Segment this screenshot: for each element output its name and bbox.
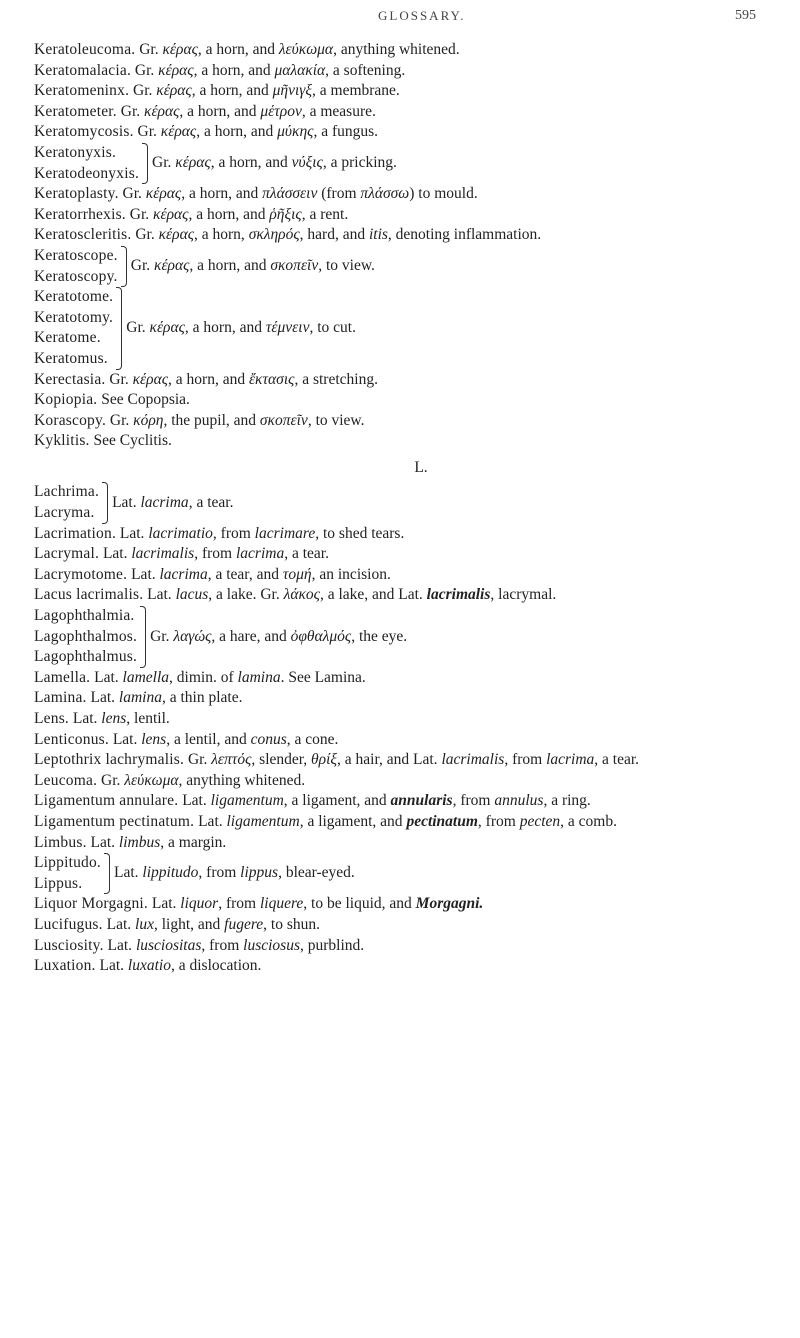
definition-text: . See Lamina. bbox=[280, 668, 366, 686]
definition-text: , a hare, and bbox=[211, 627, 291, 645]
list-l-2 bbox=[34, 668, 768, 853]
entry-term: Keratoscope. bbox=[34, 246, 118, 264]
latin-word: lens bbox=[101, 710, 127, 727]
greek-word: κέρας bbox=[158, 226, 195, 244]
definition-text: , from bbox=[201, 936, 244, 954]
entry-term: Lens. bbox=[34, 710, 70, 727]
greek-word: σκληρός bbox=[248, 226, 300, 244]
language-label: Gr. bbox=[137, 123, 157, 141]
glossary-entry bbox=[34, 585, 768, 606]
definition-text: , a comb. bbox=[560, 812, 617, 830]
definition-text: , a tear. bbox=[594, 751, 640, 769]
language-label: Lat. bbox=[151, 895, 177, 913]
definition-text: (from bbox=[317, 185, 361, 203]
language-label: Lat. bbox=[147, 586, 172, 604]
definition-text: , to be liquid, and bbox=[303, 895, 416, 913]
section-letter: L. bbox=[414, 458, 428, 476]
brace-bracket bbox=[121, 246, 127, 287]
latin-word: fugere bbox=[224, 915, 264, 933]
definition-text: , to view. bbox=[307, 411, 365, 429]
latin-word: lacrima bbox=[140, 493, 189, 511]
greek-word: ἔκτασις bbox=[248, 370, 295, 388]
entry-term: Keratomycosis. bbox=[34, 123, 134, 141]
entry-term: Keratometer. bbox=[34, 102, 117, 120]
glossary-body bbox=[34, 40, 768, 977]
greek-word: κέρας bbox=[153, 205, 189, 223]
definition-text: , a lentil, and bbox=[166, 730, 251, 748]
greek-word: κέρας bbox=[158, 61, 194, 79]
list-k-2 bbox=[34, 184, 768, 246]
latin-word: liquor bbox=[180, 895, 219, 913]
latin-word: conus bbox=[250, 730, 287, 748]
language-label: Lat. bbox=[107, 936, 133, 954]
greek-word: ὀφθαλμός bbox=[290, 627, 352, 645]
bracketed-terms bbox=[34, 143, 139, 184]
glossary-entry bbox=[34, 668, 768, 689]
glossary-entry bbox=[34, 771, 768, 792]
language-label: Lat. bbox=[106, 915, 132, 933]
entry-term: Limbus. bbox=[34, 833, 87, 851]
definition-text: , a stretching. bbox=[294, 370, 378, 388]
glossary-entry bbox=[34, 370, 768, 391]
language-label: Lat. bbox=[112, 493, 137, 511]
entry-term: Kopiopia. bbox=[34, 391, 98, 409]
greek-word: κέρας bbox=[144, 102, 180, 120]
language-label: Lat. bbox=[94, 668, 119, 686]
definition-text: , a horn, bbox=[194, 226, 249, 244]
definition-text: , a margin. bbox=[160, 833, 227, 851]
glossary-entry bbox=[34, 688, 768, 709]
glossary-entry bbox=[34, 894, 768, 915]
glossary-entry bbox=[34, 81, 768, 102]
latin-word: liquere bbox=[259, 895, 304, 913]
entry-term: Lacryma. bbox=[34, 504, 95, 522]
greek-word: θρίξ bbox=[311, 751, 338, 769]
bracketed-entry bbox=[34, 287, 768, 369]
entry-term: Keratome. bbox=[34, 329, 101, 347]
definition-text: , a horn, and bbox=[181, 185, 263, 203]
latin-word: lacus bbox=[175, 586, 209, 604]
language-label: Gr. bbox=[122, 185, 142, 203]
running-title: GLOSSARY. bbox=[378, 8, 466, 23]
entry-term: Lamella. bbox=[34, 668, 91, 686]
definition-text: , from bbox=[212, 524, 255, 542]
definition-text: , from bbox=[452, 792, 495, 810]
list-l-3 bbox=[34, 894, 768, 976]
entry-term: Lacrymotome. bbox=[34, 565, 128, 583]
greek-word: λάκος bbox=[283, 586, 320, 604]
greek-word: κέρας bbox=[156, 82, 192, 100]
bracketed-definition bbox=[152, 153, 397, 174]
group-keratotome bbox=[34, 287, 768, 369]
language-label: Lat. bbox=[90, 689, 116, 707]
language-label: Lat. bbox=[119, 524, 145, 542]
entry-term: Leucoma. bbox=[34, 771, 98, 789]
glossary-entry bbox=[34, 431, 768, 452]
greek-word: κόρη bbox=[133, 411, 164, 429]
definition-text: , a horn, and bbox=[193, 61, 275, 79]
bracketed-terms bbox=[34, 482, 99, 523]
entry-term: Keratomus. bbox=[34, 349, 108, 367]
latin-word: lippus bbox=[240, 864, 279, 882]
greek-word: πλάσσειν bbox=[262, 185, 318, 203]
definition-text: , a horn, and bbox=[210, 154, 292, 172]
greek-word: λεπτός bbox=[211, 751, 252, 769]
definition-text: , from bbox=[218, 895, 260, 913]
definition-text: ) to mould. bbox=[409, 185, 478, 203]
list-k-1 bbox=[34, 40, 768, 143]
bracketed-definition bbox=[112, 493, 233, 514]
group-lagophthalmia bbox=[34, 606, 768, 668]
language-label: Lat. bbox=[90, 833, 116, 851]
bracketed-terms bbox=[34, 853, 101, 894]
latin-word-bold: lacrimalis bbox=[426, 586, 491, 604]
definition-text: , to shed tears. bbox=[315, 524, 405, 542]
latin-word: pecten bbox=[519, 812, 561, 830]
brace-bracket bbox=[102, 482, 108, 523]
latin-word: lamina bbox=[118, 689, 162, 707]
entry-term: Ligamentum pectinatum. bbox=[34, 812, 195, 830]
entry-term: Liquor Morgagni. bbox=[34, 895, 148, 913]
bracketed-entry bbox=[34, 606, 768, 668]
definition-text: , a cone. bbox=[286, 730, 339, 748]
definition-text: , a horn, and bbox=[188, 205, 270, 223]
definition-text: , lacrymal. bbox=[490, 586, 557, 604]
definition-text: , a ligament, and bbox=[283, 792, 391, 810]
greek-word: λαγώς bbox=[173, 627, 212, 645]
glossary-entry bbox=[34, 791, 768, 812]
entry-term: Keratotomy. bbox=[34, 308, 114, 326]
latin-word: lamina bbox=[237, 668, 281, 686]
definition-text: , to shun. bbox=[263, 915, 321, 933]
brace-bracket bbox=[140, 606, 146, 668]
definition-text: , a horn, and bbox=[189, 257, 271, 275]
latin-word: annulus bbox=[494, 792, 544, 810]
bracketed-entry bbox=[34, 143, 768, 184]
latin-word: lacrima bbox=[235, 545, 285, 563]
glossary-entry bbox=[34, 184, 768, 205]
entry-term: Leptothrix lachrymalis. bbox=[34, 751, 185, 769]
entry-term: Ligamentum annulare. bbox=[34, 792, 179, 810]
bracketed-terms bbox=[34, 287, 113, 369]
definition-text: See Cyclitis. bbox=[93, 432, 172, 450]
definition-text: , the eye. bbox=[351, 627, 408, 645]
entry-term: Keratomeninx. bbox=[34, 82, 130, 100]
latin-word: lamella bbox=[122, 668, 170, 686]
bracketed-terms bbox=[34, 606, 137, 668]
bracketed-definition bbox=[114, 863, 355, 884]
glossary-entry bbox=[34, 833, 768, 854]
definition-text: , from bbox=[477, 812, 520, 830]
glossary-entry bbox=[34, 709, 768, 730]
definition-text: , a horn, and bbox=[179, 102, 261, 120]
bracketed-definition bbox=[131, 256, 375, 277]
definition-text: , a rent. bbox=[301, 205, 349, 223]
definition-text: , light, and bbox=[153, 915, 225, 933]
list-k-3 bbox=[34, 370, 768, 452]
latin-word: ligamentum bbox=[210, 792, 284, 810]
language-label: Gr. bbox=[130, 257, 151, 275]
language-label: Gr. bbox=[135, 226, 155, 244]
bracketed-entry bbox=[34, 246, 768, 287]
definition-text: , lentil. bbox=[126, 710, 170, 727]
language-label: Gr. bbox=[101, 771, 121, 789]
entry-term: Lucifugus. bbox=[34, 915, 103, 933]
greek-word: μέτρον bbox=[260, 102, 302, 120]
entry-term: Keratomalacia. bbox=[34, 61, 132, 79]
latin-word: lacrimatio bbox=[148, 524, 213, 542]
greek-word: σκοπεῖν bbox=[270, 257, 319, 275]
greek-word: κέρας bbox=[145, 185, 182, 203]
definition-text: , a ligament, and bbox=[299, 812, 407, 830]
definition-text: , a measure. bbox=[301, 102, 376, 120]
language-label: Lat. bbox=[114, 864, 139, 882]
bracketed-terms bbox=[34, 246, 118, 287]
definition-text: , a tear, and bbox=[207, 565, 283, 583]
latin-word: lacrimalis bbox=[131, 545, 195, 563]
definition-text: , purblind. bbox=[300, 936, 365, 954]
entry-term: Kerectasia. bbox=[34, 370, 106, 388]
glossary-entry bbox=[34, 812, 768, 833]
entry-term: Kyklitis. bbox=[34, 432, 90, 450]
bracketed-entry bbox=[34, 853, 768, 894]
definition-text: , a horn, and bbox=[184, 319, 266, 337]
latin-word-bold: annularis bbox=[390, 792, 453, 810]
glossary-entry bbox=[34, 102, 768, 123]
definition-text: , blear-eyed. bbox=[278, 864, 355, 882]
definition-text: , a fungus. bbox=[313, 123, 379, 141]
glossary-entry bbox=[34, 205, 768, 226]
greek-word: κέρας bbox=[175, 154, 211, 172]
definition-text: , from bbox=[194, 545, 236, 563]
entry-term: Keratorrhexis. bbox=[34, 205, 126, 223]
definition-text: , from bbox=[198, 864, 241, 882]
greek-word: τομή bbox=[282, 565, 312, 583]
entry-term: Keratonyxis. bbox=[34, 143, 117, 161]
latin-word: lacrimalis bbox=[441, 751, 505, 769]
list-l-1 bbox=[34, 524, 768, 606]
language-label: Lat. bbox=[182, 792, 207, 810]
entry-term: Keratotome. bbox=[34, 288, 114, 306]
definition-text: , anything whitened. bbox=[333, 41, 460, 58]
latin-word: luxatio bbox=[127, 957, 171, 975]
greek-word: κέρας bbox=[160, 123, 197, 141]
definition-text: , a horn, and bbox=[197, 41, 279, 58]
entry-term: Lagophthalmus. bbox=[34, 648, 138, 666]
greek-word: νύξις bbox=[291, 154, 323, 172]
glossary-entry bbox=[34, 411, 768, 432]
latin-word: lens bbox=[141, 730, 167, 748]
group-keratonyxis bbox=[34, 143, 768, 184]
definition-text: , a ring. bbox=[543, 792, 591, 810]
glossary-entry bbox=[34, 390, 768, 411]
entry-term: Korascopy. bbox=[34, 411, 107, 429]
definition-text: , slender, bbox=[251, 751, 312, 769]
definition-text: , to cut. bbox=[309, 319, 356, 337]
language-label: Gr. bbox=[120, 102, 141, 120]
entry-term: Lagophthalmos. bbox=[34, 627, 138, 645]
entry-term: Keratoleucoma. bbox=[34, 41, 136, 58]
entry-term: Keratoplasty. bbox=[34, 185, 119, 203]
definition-text: , an incision. bbox=[311, 565, 391, 583]
entry-term: Lamina. bbox=[34, 689, 87, 707]
definition-text: , hard, and bbox=[299, 226, 369, 244]
greek-word: μύκης bbox=[277, 123, 314, 141]
latin-word: lux bbox=[135, 915, 154, 933]
definition-text: , the pupil, and bbox=[163, 411, 260, 429]
greek-word: κέρας bbox=[154, 257, 190, 275]
language-label: Lat. bbox=[72, 710, 98, 727]
greek-word: τέμνειν bbox=[265, 319, 310, 337]
entry-term: Luxation. bbox=[34, 957, 96, 975]
greek-word: κέρας bbox=[132, 370, 169, 388]
language-label: Lat. bbox=[131, 565, 156, 583]
definition-text: , anything whitened. bbox=[178, 771, 306, 789]
definition-text: , a horn, and bbox=[168, 370, 249, 388]
glossary-entry bbox=[34, 40, 768, 61]
entry-term: Lusciosity. bbox=[34, 936, 104, 954]
greek-word: κέρας bbox=[162, 41, 198, 58]
definition-text: , a pricking. bbox=[322, 154, 397, 172]
language-label: Lat. bbox=[112, 730, 138, 748]
latin-word: limbus bbox=[118, 833, 161, 851]
entry-term: Lenticonus. bbox=[34, 730, 109, 748]
glossary-entry bbox=[34, 544, 768, 565]
latin-word: lusciositas bbox=[135, 936, 202, 954]
definition-text: , a thin plate. bbox=[161, 689, 243, 707]
glossary-entry bbox=[34, 936, 768, 957]
language-label: Gr. bbox=[134, 61, 155, 79]
language-label: Lat. bbox=[102, 545, 128, 563]
glossary-entry bbox=[34, 524, 768, 545]
definition-text: , a lake, and Lat. bbox=[319, 586, 427, 604]
latin-word: lippitudo bbox=[142, 864, 199, 882]
definition-text: , denoting inflammation. bbox=[387, 226, 542, 244]
glossary-entry bbox=[34, 225, 768, 246]
definition-text: , a hair, and Lat. bbox=[337, 751, 442, 769]
greek-word: λεύκωμα bbox=[278, 41, 334, 58]
language-label: Gr. bbox=[187, 751, 208, 769]
glossary-entry bbox=[34, 730, 768, 751]
glossary-entry bbox=[34, 915, 768, 936]
page-number: 595 bbox=[735, 8, 756, 23]
bracketed-entry bbox=[34, 482, 768, 523]
brace-bracket bbox=[104, 853, 110, 894]
definition-text: , a horn, and bbox=[191, 82, 273, 100]
greek-word: μαλακία bbox=[274, 61, 326, 79]
language-label: Gr. bbox=[109, 411, 130, 429]
latin-word-bold: pectinatum bbox=[406, 812, 478, 830]
greek-word: μῆνιγξ bbox=[272, 82, 313, 100]
definition-text: , a softening. bbox=[325, 61, 406, 79]
entry-term: Lagophthalmia. bbox=[34, 607, 135, 625]
definition-text: , a lake. Gr. bbox=[208, 586, 284, 604]
glossary-entry bbox=[34, 956, 768, 977]
glossary-entry bbox=[34, 750, 768, 771]
language-label: Gr. bbox=[126, 319, 146, 337]
definition-text: , a tear. bbox=[284, 545, 329, 563]
definition-text: , dimin. of bbox=[169, 668, 238, 686]
latin-word-bold: Morgagni. bbox=[415, 895, 484, 913]
entry-term: Lippitudo. bbox=[34, 854, 102, 872]
language-label: Gr. bbox=[150, 627, 170, 645]
entry-term: Lippus. bbox=[34, 874, 83, 892]
group-lachrima bbox=[34, 482, 768, 523]
language-label: Gr. bbox=[139, 41, 159, 58]
glossary-entry bbox=[34, 565, 768, 586]
definition-text: , a dislocation. bbox=[170, 957, 262, 975]
entry-term: Lacrimation. bbox=[34, 524, 117, 542]
entry-term: Keratoscopy. bbox=[34, 267, 118, 285]
latin-word: lacrima bbox=[159, 565, 208, 583]
group-lippitudo bbox=[34, 853, 768, 894]
latin-word: ligamentum bbox=[226, 812, 300, 830]
greek-word: κέρας bbox=[149, 319, 185, 337]
latin-word: lacrimare bbox=[254, 524, 316, 542]
definition-text: , from bbox=[504, 751, 547, 769]
language-label: Lat. bbox=[198, 812, 223, 830]
greek-word: πλάσσω bbox=[360, 185, 410, 203]
bracketed-definition bbox=[150, 627, 407, 648]
language-label: Gr. bbox=[129, 205, 150, 223]
latin-word: lacrima bbox=[546, 751, 595, 769]
entry-term: Lacus lacrimalis. bbox=[34, 586, 144, 604]
latin-word: itis bbox=[368, 226, 388, 244]
glossary-entry bbox=[34, 61, 768, 82]
glossary-entry bbox=[34, 122, 768, 143]
definition-text: , a tear. bbox=[188, 493, 234, 511]
greek-word: σκοπεῖν bbox=[259, 411, 308, 429]
definition-text: , to view. bbox=[318, 257, 375, 275]
greek-word: λεύκωμα bbox=[124, 771, 179, 789]
language-label: Gr. bbox=[152, 154, 172, 172]
language-label: Lat. bbox=[99, 957, 125, 975]
bracketed-definition bbox=[126, 318, 356, 339]
entry-term: Keratodeonyxis. bbox=[34, 164, 140, 182]
group-keratoscope bbox=[34, 246, 768, 287]
definition-text: , a membrane. bbox=[312, 82, 400, 100]
language-label: Gr. bbox=[133, 82, 153, 100]
brace-bracket bbox=[116, 287, 122, 369]
entry-term: Keratoscleritis. bbox=[34, 226, 132, 244]
definition-text: See Copopsia. bbox=[101, 391, 190, 409]
brace-bracket bbox=[142, 143, 148, 184]
definition-text: , a horn, and bbox=[196, 123, 278, 141]
language-label: Gr. bbox=[109, 370, 129, 388]
latin-word: lusciosus bbox=[243, 936, 300, 954]
greek-word: ῥῆξις bbox=[269, 205, 302, 223]
entry-term: Lachrima. bbox=[34, 483, 100, 501]
page-header bbox=[0, 6, 800, 30]
entry-term: Lacrymal. bbox=[34, 545, 100, 563]
